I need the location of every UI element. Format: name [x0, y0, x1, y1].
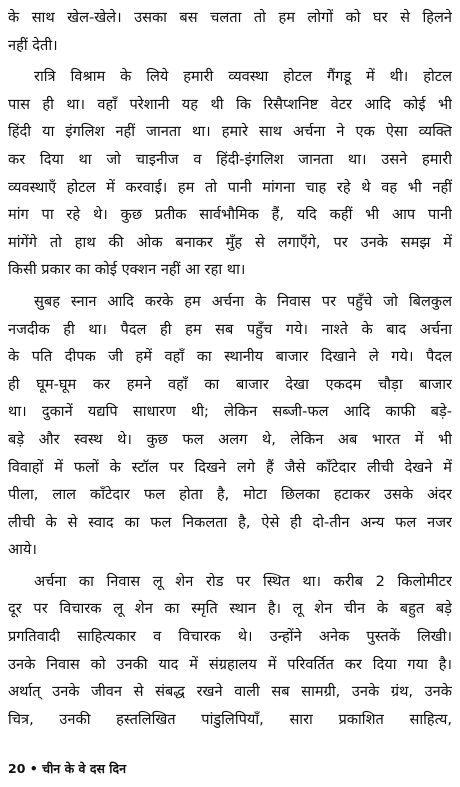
text-line: था। दुकानें यद्यपि साधारण थी; लेकिन सब्जी-फल आदि काफी बड़े- — [8, 403, 452, 421]
text-line: दूर पर विचारक लू शेन का स्मृति स्थान है। लू शेन चीन के बहुत बड़े — [8, 600, 452, 618]
text-line: लीची के से स्वाद का फल निकलता है, ऐसे ही दो-तीन अन्य फल नजर — [8, 513, 452, 531]
text-line: रात्रि विश्राम के लिये हमारी व्यवस्था होटल गैंगडू में थी। होटल — [34, 68, 452, 86]
page-body — [8, 4, 452, 733]
book-title: चीन के वे दस दिन — [42, 761, 127, 776]
text-line: अर्चना का निवास लू शेन रोड पर स्थित था। करीब 2 किलोमीटर — [34, 572, 452, 590]
text-line: के साथ खेल-खेले। उसका बस चलता तो हम लोगों को घर से हिलने — [8, 9, 452, 26]
paragraph — [8, 568, 452, 734]
page-number: 20 — [8, 761, 26, 776]
paragraph — [8, 288, 452, 564]
text-line: चित्र, उनकी हस्तलिखित पांडुलिपियाँ, सारा प्रकाशित साहित्य, — [8, 710, 452, 728]
text-line: के पति दीपक जी हमें वहाँ का स्थानीय बाजार दिखाने ले गये। पैदल — [8, 348, 452, 366]
text-line: कर दिया था जो चाइनीज व हिंदी-इंगलिश जानता था। उसने हमारी — [8, 150, 452, 168]
text-line: पीला, लाल काँटेदार फल होता है, मोटा छिलका हटाकर उसके अंदर — [8, 486, 452, 504]
text-line: प्रगतिवादी साहित्यकार व विचारक थे। उन्होंने अनेक पुस्तकें लिखी। — [8, 628, 452, 646]
paragraph — [8, 4, 452, 59]
text-line: उनके निवास को उनकी याद में संग्रहालय में परिवर्तित कर दिया गया है। — [8, 655, 452, 673]
text-line: अर्थात् उनके जीवन से संबद्ध रखने वाली सब सामग्री, उनके ग्रंथ, उनके — [8, 683, 452, 701]
page-footer — [8, 760, 126, 777]
text-line: ही घूम-घूम कर हमने वहाँ का बाजार देखा एकदम चौड़ा बाजार — [8, 375, 452, 393]
text-line: नहीं देती। — [8, 36, 58, 54]
text-line: सुबह स्नान आदि करके हम अर्चना के निवास पर पहुँचे जो बिलकुल — [34, 292, 452, 310]
text-line: पास ही था। वहाँ परेशानी यह थी कि रिसैप्शनिष्ट वेटर आदि कोई भी — [8, 95, 452, 113]
text-line: आये। — [8, 541, 37, 559]
text-line: विवाहों में फलों के स्टॉल पर दिखने लगे हैं जैसे काँटेदार लीची देखने में — [8, 458, 452, 476]
text-line: मांगेंगे तो हाथ की ओक बनाकर मुँह से लगाएँगे, पर उनके समझ में — [8, 233, 452, 251]
text-line: नजदीक ही था। पैदल ही हम सब पहुँच गये। नाश्ते के बाद अर्चना — [8, 320, 452, 338]
text-line: व्यवस्थाएँ होटल में करवाई। हम तो पानी मांगना चाह रहे थे वह भी नहीं — [8, 178, 452, 196]
text-line: मांग पा रहे थे। कुछ प्रतीक सार्वभौमिक हैं, यदि कहीं भी आप पानी — [8, 206, 452, 224]
text-line: बड़े और स्वस्थ थे। कुछ फल अलग थे, लेकिन अब भारत में भी — [8, 430, 452, 448]
text-line: हिंदी या इंगलिश नहीं जानता था। हमारे साथ अर्चना ने एक ऐसा व्यक्ति — [8, 123, 452, 141]
footer-separator: • — [29, 761, 38, 776]
text-line: किसी प्रकार का कोई एक्शन नहीं आ रहा था। — [8, 261, 246, 279]
paragraph — [8, 63, 452, 284]
